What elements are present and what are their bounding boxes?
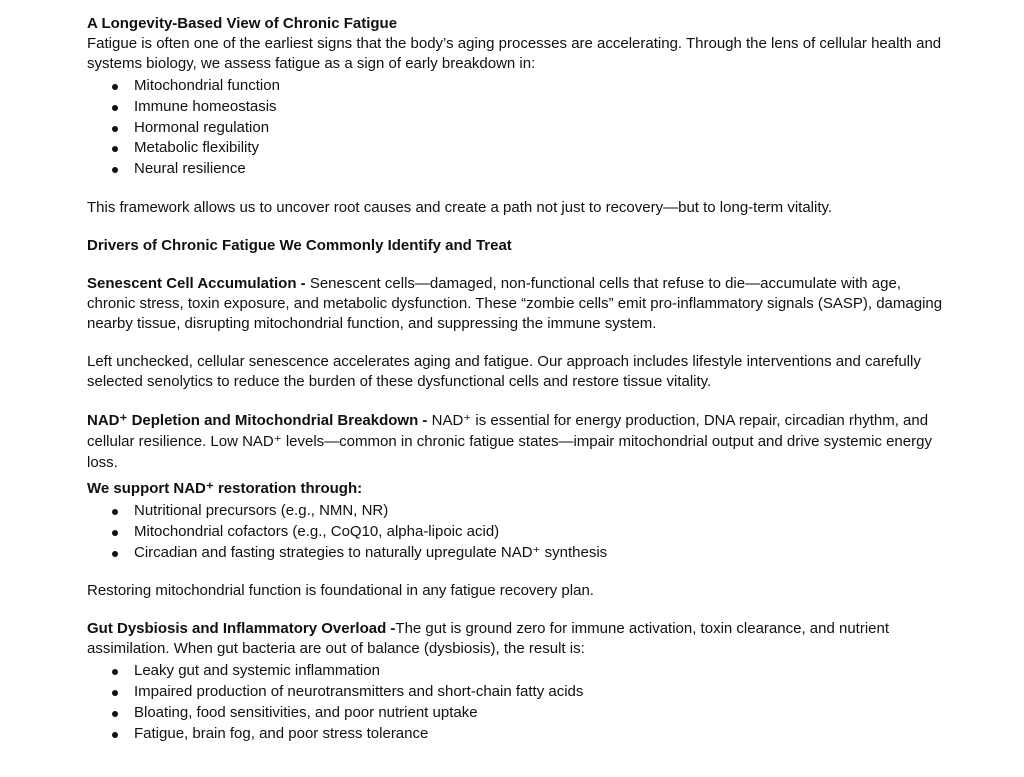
senescent-title: Senescent Cell Accumulation -: [87, 274, 306, 292]
list-item: Mitochondrial function: [87, 76, 947, 97]
gut-title: Gut Dysbiosis and Inflammatory Overload -: [87, 620, 396, 638]
intro-paragraph: Fatigue is often one of the earliest signs that the body’s aging processes are accelerating. Through the lens of cellular health and systems biology, we assess fatigue as a sign of early breakdown in:: [87, 35, 942, 72]
gut-section: [87, 619, 947, 659]
intro-bullet-list: [87, 76, 947, 180]
senescent-text: Senescent cells—damaged, non-functional cells that refuse to die—accumulate with age, chronic stress, toxin exposure, and metabolic dysfunction. These “zombie cells” emit pro-inflammatory signals (SASP), damaging nearby tissue, disrupting mitochondrial function, and suppressing the immune system.: [87, 274, 943, 332]
nad-title: NAD⁺ Depletion and Mitochondrial Breakdown -: [87, 411, 428, 429]
list-item: Neural resilience: [87, 159, 947, 180]
nad-bullet-list: [87, 501, 947, 563]
drivers-heading: Drivers of Chronic Fatigue We Commonly Identify and Treat: [87, 236, 512, 254]
senescent-paragraph-2: Left unchecked, cellular senescence accelerates aging and fatigue. Our approach includes lifestyle interventions and carefully selected senolytics to reduce the burden of these dysfunctional cells and restore tissue vitality.: [87, 352, 921, 390]
intro-heading: A Longevity-Based View of Chronic Fatigue: [87, 15, 398, 32]
list-item: Impaired production of neurotransmitters and short-chain fatty acids: [87, 682, 947, 703]
gut-bullet-list: [87, 661, 947, 744]
list-item: Circadian and fasting strategies to naturally upregulate NAD⁺ synthesis: [87, 543, 947, 564]
list-item: Metabolic flexibility: [87, 138, 947, 159]
list-item: Hormonal regulation: [87, 118, 947, 139]
document-body: [87, 14, 947, 745]
list-item: Immune homeostasis: [87, 97, 947, 118]
gut-text: The gut is ground zero for immune activation, toxin clearance, and nutrient assimilation. When gut bacteria are out of balance (dysbiosis), the result is:: [87, 620, 890, 658]
senescent-section: [87, 274, 947, 334]
list-item: Fatigue, brain fog, and poor stress tolerance: [87, 724, 947, 745]
nad-closing: Restoring mitochondrial function is foundational in any fatigue recovery plan.: [87, 582, 594, 600]
list-item: Bloating, food sensitivities, and poor nutrient uptake: [87, 703, 947, 724]
nad-text: NAD⁺ is essential for energy production, DNA repair, circadian rhythm, and cellular resilience. Low NAD⁺ levels—common in chronic fatigue states—impair mitochondrial output and drive systemic energy loss.: [87, 411, 932, 471]
nad-section: [87, 410, 947, 473]
intro-closing: This framework allows us to uncover root causes and create a path not just to recovery—but to long-term vitality.: [87, 198, 833, 216]
list-item: Nutritional precursors (e.g., NMN, NR): [87, 501, 947, 522]
list-item: Leaky gut and systemic inflammation: [87, 661, 947, 682]
list-item: Mitochondrial cofactors (e.g., CoQ10, alpha-lipoic acid): [87, 522, 947, 543]
nad-support-heading: We support NAD⁺ restoration through:: [87, 479, 363, 497]
